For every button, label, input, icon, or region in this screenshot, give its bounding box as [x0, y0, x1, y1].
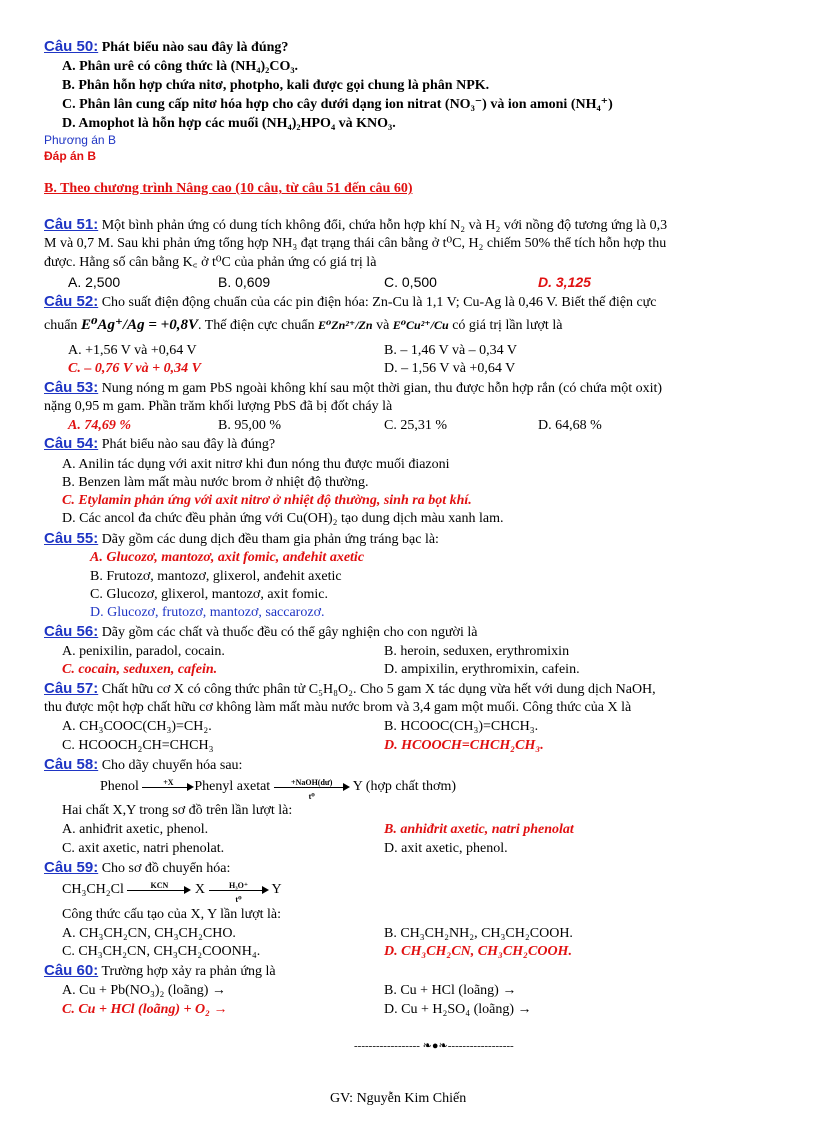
q58-option-d: D. axit axetic, phenol.: [384, 841, 508, 856]
q58-stem: Cho dãy chuyển hóa sau:: [101, 758, 243, 773]
q59-option-a: A. CH₃CH₂CN, CH₃CH₂CHO.: [62, 926, 236, 941]
q58-option-c: C. axit axetic, natri phenolat.: [62, 841, 225, 856]
q52-e-zn: E⁰Zn²⁺/Zn: [318, 318, 373, 332]
q58-option-a: A. anhiđrit axetic, phenol.: [62, 822, 209, 837]
q60-stem-line: [44, 962, 276, 981]
q51-number: Câu 51:: [44, 216, 99, 233]
q55-option-c: C. Glucozơ, glixerol, mantozơ, axit fomic.: [90, 587, 328, 602]
q54-number: Câu 54:: [44, 435, 99, 452]
q57-option-b: B. HCOOC(CH₃)=CHCH₃.: [384, 719, 539, 734]
q50-number: Câu 50:: [44, 38, 99, 55]
q60-option-b: B. Cu + HCl (loãng) →: [384, 983, 517, 998]
q55-number: Câu 55:: [44, 530, 99, 547]
q59-arrow-2: [209, 881, 269, 904]
q51-line-1: [44, 216, 667, 235]
q50-stem-line: [44, 38, 288, 57]
q58-species-3: Y (hợp chất thơm): [352, 779, 457, 795]
q57-option-d: D. HCOOCH=CHCH₂CH₃.: [384, 738, 544, 753]
q54-option-a: A. Anilin tác dụng với axit nitrơ khi đun nóng thu được muối điazoni: [62, 457, 450, 472]
q59-species-2: X: [194, 882, 206, 898]
q60-stem: Trường hợp xảy ra phản ứng là: [101, 964, 276, 979]
q50-option-b: B. Phân hỗn hợp chứa nitơ, photpho, kali được gọi chung là phân NPK.: [62, 78, 490, 93]
q55-stem: Dãy gồm các dung dịch đều tham gia phản ứng tráng bạc là:: [101, 532, 439, 547]
q52-option-b: B. – 1,46 V và – 0,34 V: [384, 343, 518, 358]
q54-option-d: D. Các ancol đa chức đều phản ứng với Cu(OH)₂ tạo dung dịch màu xanh lam.: [62, 511, 504, 526]
q59-stem: Cho sơ đồ chuyển hóa:: [101, 861, 231, 876]
q57-line-1: [44, 680, 656, 699]
q51-line-3: được. Hằng số cân bằng K꜀ ở t⁰C của phản ứng có giá trị là: [44, 255, 377, 270]
q60-number: Câu 60:: [44, 962, 99, 979]
q53-number: Câu 53:: [44, 379, 99, 396]
q51-option-b: B. 0,609: [218, 274, 271, 290]
q50-option-a: A. Phân urê có công thức là (NH₄)₂CO₃.: [62, 59, 299, 74]
q55-option-a: A. Glucozơ, mantozơ, axit fomic, anđehit axetic: [90, 550, 365, 565]
q52-line-1: [44, 293, 656, 312]
q58-number: Câu 58:: [44, 756, 99, 773]
end-divider: ------------------ ❧●❧------------------: [354, 1040, 514, 1052]
q59-species-1: CH₃CH₂Cl: [62, 882, 124, 898]
q59-number: Câu 59:: [44, 859, 99, 876]
q57-text-1: Chất hữu cơ X có công thức phân tử C₅H₈O₂. Cho 5 gam X tác dụng vừa hết với dung dịch NaOH,: [101, 682, 656, 697]
q56-option-b: B. heroin, seduxen, erythromixin: [384, 644, 570, 659]
q58-scheme: [100, 778, 457, 801]
q59-scheme: [62, 881, 282, 904]
footer-author: GV: Nguyễn Kim Chiến: [330, 1091, 467, 1106]
q53-line-2: nặng 0,95 m gam. Phần trăm khối lượng PbS đã bị đốt cháy là: [44, 399, 393, 414]
q52-e-ag: E⁰Ag⁺/Ag = +0,8V: [80, 317, 198, 333]
q51-text-1: Một bình phản ứng có dung tích không đổi, chứa hỗn hợp khí N₂ và H₂ với nồng độ tương ứng là 0,3: [101, 218, 668, 233]
q53-line-1: [44, 379, 662, 398]
q60-option-a: A. Cu + Pb(NO₃)₂ (loãng) →: [62, 983, 226, 998]
q59-question: Công thức cấu tạo của X, Y lần lượt là:: [62, 907, 282, 922]
q53-option-c: C. 25,31 %: [384, 418, 447, 433]
q56-stem: Dãy gồm các chất và thuốc đều có thể gây nghiện cho con người là: [101, 625, 478, 640]
q58-stem-line: [44, 756, 242, 775]
q55-stem-line: [44, 530, 439, 549]
q58-arrow-1: [142, 778, 194, 796]
q54-stem: Phát biểu nào sau đây là đúng?: [101, 437, 276, 452]
q52-option-d: D. – 1,56 V và +0,64 V: [384, 361, 516, 376]
q58-condition-2: t⁰: [308, 792, 315, 801]
q59-condition-2: t⁰: [235, 895, 242, 904]
q60-option-c: C. Cu + HCl (loãng) + O₂ →: [62, 1002, 228, 1017]
q59-option-d: D. CH₃CH₂CN, CH₃CH₂COOH.: [384, 944, 572, 959]
q56-option-a: A. penixilin, paradol, cocain.: [62, 644, 225, 659]
q57-option-c: C. HCOOCH₂CH=CHCH₃: [62, 738, 214, 753]
q59-arrow-1: [127, 881, 191, 899]
q59-option-c: C. CH₃CH₂CN, CH₃CH₂COONH₄.: [62, 944, 261, 959]
q58-option-b: B. anhiđrit axetic, natri phenolat: [384, 822, 574, 837]
q58-species-1: Phenol: [100, 779, 139, 795]
q50-phuong-an: Phương án B: [44, 133, 116, 147]
q52-text-2c: có giá trị lần lượt là: [452, 318, 563, 333]
q59-species-3: Y: [271, 882, 282, 898]
q58-reagent-2: +NaOH(dư): [291, 778, 333, 787]
q55-option-d: D. Glucozơ, frutozơ, mantozơ, saccarozơ.: [90, 605, 325, 620]
q50-option-d: D. Amophot là hỗn hợp các muối (NH₄)₂HPO₄ và KNO₃.: [62, 116, 396, 131]
q59-reagent-1: KCN: [150, 881, 169, 890]
q52-text-1: Cho suất điện động chuẩn của các pin điện hóa: Zn-Cu là 1,1 V; Cu-Ag là 0,46 V. Biết thế điện cực: [101, 295, 657, 310]
q51-line-2: M và 0,7 M. Sau khi phản ứng tổng hợp NH₃ đạt trạng thái cân bằng ở t⁰C, H₂ chiếm 50% thể tích hỗn hợp thu: [44, 236, 667, 251]
q54-option-c: C. Etylamin phản ứng với axit nitrơ ở nhiệt độ thường, sinh ra bọt khí.: [62, 493, 472, 508]
q50-option-c: C. Phân lân cung cấp nitơ hóa hợp cho cây dưới dạng ion nitrat (NO₃⁻) và ion amoni (NH₄⁺): [62, 97, 613, 112]
q50-dap-an: Đáp án B: [44, 149, 97, 163]
q52-line-2: [44, 316, 562, 335]
q56-number: Câu 56:: [44, 623, 99, 640]
q59-reagent-2: H₃O⁺: [228, 881, 249, 890]
q51-option-c: C. 0,500: [384, 274, 437, 290]
q56-option-c: C. cocain, seduxen, cafein.: [62, 662, 218, 677]
q58-species-2: Phenyl axetat: [194, 779, 271, 795]
q53-option-d: D. 64,68 %: [538, 418, 602, 433]
q53-option-a: A. 74,69 %: [68, 418, 131, 433]
q58-question: Hai chất X,Y trong sơ đồ trên lần lượt là:: [62, 803, 293, 818]
q51-option-a: A. 2,500: [68, 274, 121, 290]
q53-text-1: Nung nóng m gam PbS ngoài không khí sau một thời gian, thu được hỗn hợp rắn (có chứa một oxit): [101, 381, 663, 396]
q59-option-b: B. CH₃CH₂NH₂, CH₃CH₂COOH.: [384, 926, 573, 941]
q52-text-2b: . Thế điện cực chuẩn: [197, 318, 315, 333]
q58-reagent-1: +X: [163, 778, 174, 787]
q54-stem-line: [44, 435, 275, 454]
q50-stem: Phát biểu nào sau đây là đúng?: [101, 40, 289, 55]
q51-option-d: D. 3,125: [538, 274, 591, 290]
q52-option-c: C. – 0,76 V và + 0,34 V: [68, 361, 201, 376]
q57-number: Câu 57:: [44, 680, 99, 697]
q57-line-2: thu được một hợp chất hữu cơ không làm mất màu nước brom và 3,4 gam một muối. Công thức của X là: [44, 700, 632, 715]
q54-option-b: B. Benzen làm mất màu nước brom ở nhiệt độ thường.: [62, 475, 369, 490]
section-title: B. Theo chương trình Nâng cao (10 câu, từ câu 51 đến câu 60): [44, 181, 413, 196]
q59-stem-line: [44, 859, 230, 878]
q57-option-a: A. CH₃COOC(CH₃)=CH₂.: [62, 719, 212, 734]
q52-text-2a: chuẩn: [44, 318, 78, 333]
q55-option-b: B. Frutozơ, mantozơ, glixerol, anđehit axetic: [90, 569, 342, 584]
q52-e-cu: E⁰Cu²⁺/Cu: [392, 318, 449, 332]
q56-option-d: D. ampixilin, erythromixin, cafein.: [384, 662, 580, 677]
q60-option-d: D. Cu + H₂SO₄ (loãng) →: [384, 1002, 532, 1017]
q52-number: Câu 52:: [44, 293, 99, 310]
q56-stem-line: [44, 623, 477, 642]
q53-option-b: B. 95,00 %: [218, 418, 281, 433]
q52-option-a: A. +1,56 V và +0,64 V: [68, 343, 197, 358]
q52-va: và: [376, 318, 390, 333]
q58-arrow-2: [274, 778, 350, 801]
